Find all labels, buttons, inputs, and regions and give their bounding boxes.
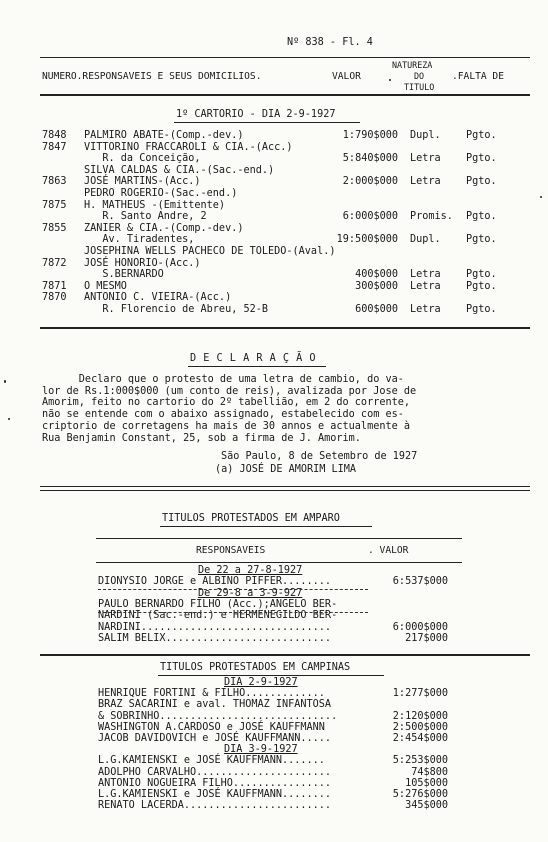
cartorio-row-falta: Pgto. — [466, 153, 497, 165]
campinas-line: BRAZ SACARINI e aval. THOMAZ INFANTOSA — [98, 699, 332, 711]
amparo-line: De 22 a 27-8-1927 — [198, 565, 303, 576]
declaracao-line: Declaro que o protesto de uma letra de cambio, do va- — [42, 374, 404, 385]
declaracao-line: lor de Rs.1:000$000 (um conto de reis), avalizada por Jose de — [42, 385, 417, 397]
amparo-valor: 6:000$000 — [392, 621, 448, 633]
column-header-valor: VALOR — [332, 71, 361, 82]
amparo-header-bottom-rule — [96, 562, 462, 563]
campinas-valor: 2:120$000 — [392, 710, 448, 722]
campinas-valor: 5:253$000 — [392, 755, 448, 767]
amparo-line: SALIM BELIX........................... — [98, 632, 332, 644]
cartorio-row-responsavel: SILVA CALDAS & CIA.-(Sac.-end.) — [84, 164, 275, 176]
campinas-line: DIA 2-9-1927 — [224, 677, 298, 688]
cartorio-row-natureza: Dupl. — [410, 234, 441, 246]
cartorio-row-responsavel: R. da Conceição, — [84, 153, 201, 165]
cartorio-row-responsavel: Av. Tiradentes, — [84, 234, 195, 246]
declaracao-bottom-rule-2 — [40, 490, 530, 491]
cartorio-row-responsavel: S.BERNARDO — [84, 269, 164, 281]
campinas-line: & SOBRINHO............................. — [98, 710, 338, 722]
cartorio-row-responsavel: ZANIER & CIA.-(Comp.-dev.) — [84, 222, 244, 234]
campinas-valor: 1:277$000 — [392, 688, 448, 700]
cartorio-title: 1º CARTORIO - DIA 2-9-1927 — [176, 109, 336, 120]
header-top-rule — [40, 57, 530, 58]
column-header-falta: .FALTA DE — [452, 71, 504, 82]
cartorio-row-natureza: Letra — [410, 269, 441, 281]
declaracao-bottom-rule — [40, 486, 530, 487]
amparo-title: TITULOS PROTESTADOS EM AMPARO — [162, 513, 340, 524]
declaracao-title: D E C L A R A Ç Ã O — [190, 353, 317, 364]
amparo-line: NARDINI............................... — [98, 621, 332, 633]
cartorio-row-natureza: Dupl. — [410, 130, 441, 141]
cartorio-row-falta: Pgto. — [466, 280, 497, 292]
amparo-line: De 29-8 a 3-9-927 — [198, 587, 303, 599]
cartorio-row-responsavel: O MESMO — [84, 280, 127, 292]
campinas-valor: 105$000 — [405, 777, 448, 789]
margin-speck — [540, 196, 542, 198]
cartorio-row-responsavel: R. Santo Andre, 2 — [84, 211, 207, 223]
campinas-valor: 5:276$000 — [392, 789, 448, 800]
cartorio-row-number: 7848 — [42, 130, 67, 141]
campinas-valor: 345$000 — [405, 800, 448, 812]
campinas-line: ADOLPHO CARVALHO...................... — [98, 766, 332, 778]
cartorio-row-responsavel: JOSÉ HONORIO-(Acc.) — [84, 257, 201, 269]
cartorio-row-number: 7870 — [42, 292, 67, 304]
cartorio-row-falta: Pgto. — [466, 211, 497, 223]
declaracao-signature: (a) JOSÉ DE AMORIM LIMA — [215, 464, 357, 475]
campinas-line: JACOB DAVIDOVICH e JOSÉ KAUFFMANN..... — [98, 733, 332, 744]
column-header-numero: NUMERO.RESPONSAVEIS E SEUS DOMICILIOS. — [42, 71, 262, 82]
campinas-valor: 74$800 — [411, 766, 448, 778]
declaracao-date: São Paulo, 8 de Setembro de 1927 — [221, 451, 418, 462]
cartorio-bottom-rule — [40, 327, 530, 329]
cartorio-row-falta: Pgto. — [466, 130, 497, 141]
campinas-valor: 2:454$000 — [392, 733, 448, 744]
cartorio-row-valor: 5:840$000 — [342, 153, 398, 165]
cartorio-row-responsavel: H. MATHEUS -(Emittente) — [84, 199, 226, 211]
cartorio-row-falta: Pgto. — [466, 304, 497, 315]
amparo-valor: 6:537$000 — [392, 576, 448, 588]
declaracao-line: Amorim, feito no cartorio do 2º tabellião, em 2 do corrente, — [42, 397, 411, 409]
cartorio-row-number: 7855 — [42, 222, 67, 234]
column-header-titulo: TITULO — [404, 82, 435, 92]
column-header-natureza: NATUREZA — [392, 60, 433, 70]
cartorio-row-valor: 1:790$000 — [342, 130, 398, 141]
declaracao-title-underline — [188, 366, 326, 367]
margin-speck — [8, 418, 10, 420]
campinas-line: RENATO LACERDA........................ — [98, 800, 332, 812]
cartorio-row-valor: 19:500$000 — [336, 234, 398, 246]
cartorio-row-responsavel: ANTONIO C. VIEIRA-(Acc.) — [84, 292, 232, 304]
amparo-separator — [98, 589, 368, 590]
amparo-separator — [98, 612, 368, 613]
amparo-column-responsaveis: RESPONSAVEIS — [196, 545, 266, 556]
campinas-line: ANTONIO NOGUEIRA FILHO................ — [98, 777, 332, 789]
cartorio-row-valor: 400$000 — [355, 269, 398, 281]
cartorio-row-natureza: Letra — [410, 304, 441, 315]
cartorio-row-falta: Pgto. — [466, 176, 497, 188]
cartorio-row-natureza: Letra — [410, 176, 441, 188]
declaracao-line: não se entende com o abaixo assignado, estabelecido com es- — [42, 409, 404, 421]
cartorio-row-number: 7863 — [42, 176, 67, 188]
cartorio-row-number: 7875 — [42, 199, 67, 211]
cartorio-row-natureza: Letra — [410, 153, 441, 165]
cartorio-row-responsavel: VITTORINO FRACCAROLI & CIA.-(Acc.) — [84, 141, 293, 153]
campinas-valor: 2:500$000 — [392, 721, 448, 733]
column-header-do: DO — [414, 71, 425, 81]
cartorio-row-responsavel: PEDRO ROGERIO-(Sac.-end.) — [84, 188, 238, 199]
margin-speck — [4, 380, 6, 383]
cartorio-row-natureza: Promis. — [410, 211, 453, 223]
cartorio-row-valor: 600$000 — [355, 304, 398, 315]
campinas-line: HENRIQUE FORTINI & FILHO............. — [98, 688, 325, 700]
cartorio-row-valor: 2:000$000 — [342, 176, 398, 188]
amparo-bottom-rule — [40, 654, 530, 656]
campinas-title-underline — [158, 675, 384, 676]
campinas-line: L.G.KAMIENSKI e JOSÉ KAUFFMANN........ — [98, 789, 332, 800]
cartorio-row-falta: Pgto. — [466, 269, 497, 281]
cartorio-row-number: 7872 — [42, 257, 67, 269]
amparo-valor: 217$000 — [405, 632, 448, 644]
campinas-line: L.G.KAMIENSKI e JOSÉ KAUFFMANN....... — [98, 755, 325, 767]
campinas-line: WASHINGTON A.CARDOSO e JOSÉ KAUFFMANN — [98, 721, 325, 733]
amparo-line: PAULO BERNARDO FILHO (Acc.);ANGELO BER- — [98, 598, 338, 610]
declaracao-line: criptorio de corretagens ha mais de 30 annos e actualmente à — [42, 420, 411, 432]
cartorio-title-underline — [174, 122, 360, 123]
cartorio-row-valor: 6:000$000 — [342, 211, 398, 223]
amparo-column-valor: . VALOR — [368, 545, 409, 556]
cartorio-row-responsavel: JOSÉ MARTINS-(Acc.) — [84, 176, 201, 188]
campinas-title: TITULOS PROTESTADOS EM CAMPINAS — [160, 662, 351, 673]
declaracao-line: Rua Benjamin Constant, 25, sob a firma de J. Amorim. — [42, 432, 361, 444]
cartorio-row-responsavel: PALMIRO ABATE-(Comp.-dev.) — [84, 130, 244, 141]
header-dot — [389, 79, 391, 81]
cartorio-row-number: 7847 — [42, 141, 67, 153]
cartorio-row-falta: Pgto. — [466, 234, 497, 246]
cartorio-row-natureza: Letra — [410, 280, 441, 292]
amparo-header-top-rule — [96, 538, 462, 539]
campinas-line: DIA 3-9-1927 — [224, 744, 298, 756]
cartorio-row-responsavel: JOSEPHINA WELLS PACHECO DE TOLEDO-(Aval.) — [84, 246, 336, 257]
cartorio-row-valor: 300$000 — [355, 280, 398, 292]
folio-number: Nº 838 - Fl. 4 — [287, 37, 373, 48]
amparo-line: NARDINI (Sac.-end.) e HERMENEGILDO BER- — [98, 610, 338, 622]
amparo-line: DIONYSIO JORGE e ALBINO PIFFER........ — [98, 576, 332, 588]
amparo-title-underline — [160, 526, 372, 527]
cartorio-row-number: 7871 — [42, 280, 67, 292]
header-bottom-rule — [40, 94, 530, 96]
cartorio-row-responsavel: R. Florencio de Abreu, 52-B — [84, 304, 269, 315]
